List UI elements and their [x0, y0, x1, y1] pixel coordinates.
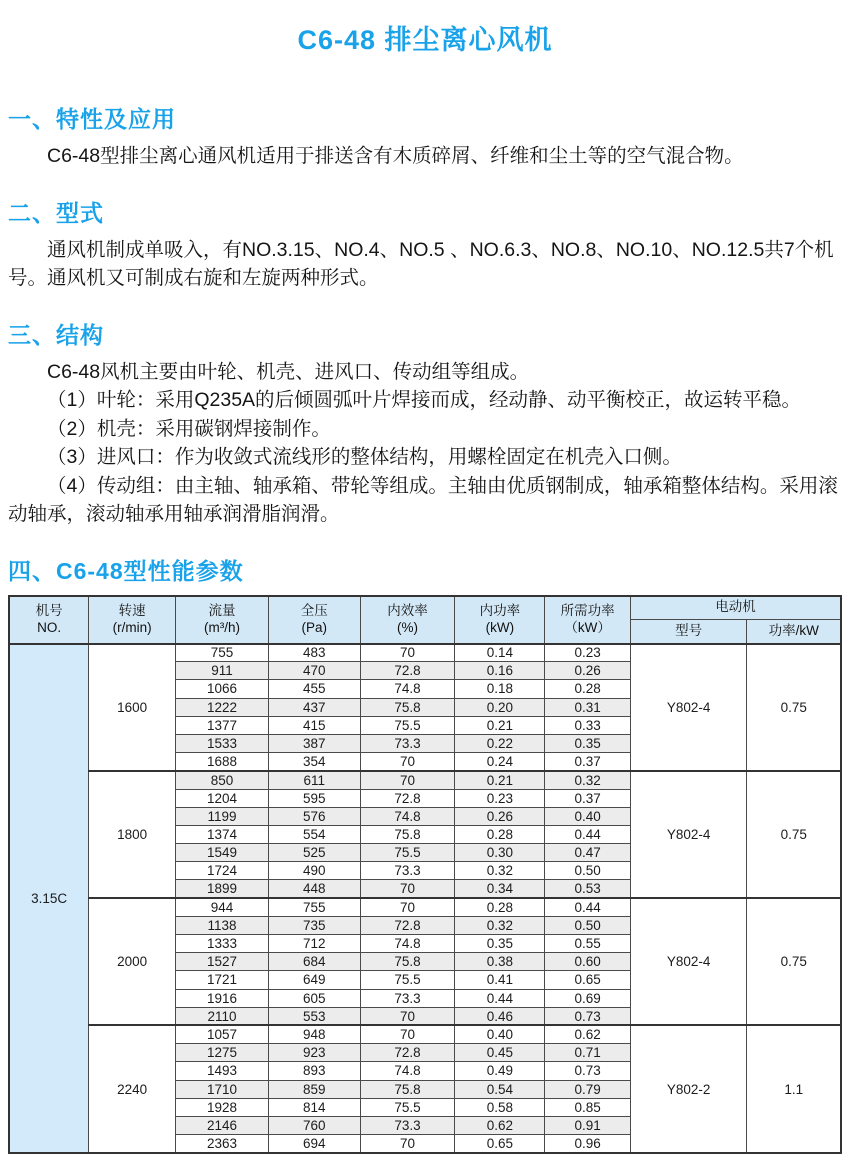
motor-model-cell: Y802-4: [630, 898, 746, 1025]
value-cell: 0.46: [455, 1007, 545, 1025]
value-cell: 735: [269, 916, 361, 934]
col-header-motor-group: 电动机: [630, 596, 841, 620]
table-row: [9, 644, 841, 662]
value-cell: 0.44: [455, 989, 545, 1007]
value-cell: 2146: [175, 1116, 268, 1134]
value-cell: 755: [175, 644, 268, 662]
value-cell: 1275: [175, 1044, 268, 1062]
structure-intro-paragraph: C6-48风机主要由叶轮、机壳、进风口、传动组等组成。: [47, 360, 530, 383]
value-cell: 684: [269, 953, 361, 971]
value-cell: 0.26: [545, 662, 631, 680]
value-cell: 72.8: [360, 1044, 455, 1062]
value-cell: 1527: [175, 953, 268, 971]
value-cell: 1916: [175, 989, 268, 1007]
value-cell: 0.34: [455, 880, 545, 898]
table-row: [9, 898, 841, 916]
value-cell: 0.28: [545, 680, 631, 698]
value-cell: 0.16: [455, 662, 545, 680]
value-cell: 755: [269, 898, 361, 916]
value-cell: 75.8: [360, 1080, 455, 1098]
value-cell: 72.8: [360, 662, 455, 680]
value-cell: 75.5: [360, 844, 455, 862]
value-cell: 73.3: [360, 862, 455, 880]
value-cell: 611: [269, 771, 361, 789]
value-cell: 483: [269, 644, 361, 662]
section-heading-type: 二、型式: [8, 199, 104, 226]
performance-table-wrap: [8, 595, 842, 1154]
value-cell: 1066: [175, 680, 268, 698]
motor-power-cell: 0.75: [747, 771, 841, 898]
value-cell: 0.18: [455, 680, 545, 698]
value-cell: 0.32: [545, 771, 631, 789]
value-cell: 525: [269, 844, 361, 862]
col-header-motor-power: 功率/kW: [747, 620, 841, 644]
value-cell: 2110: [175, 1007, 268, 1025]
value-cell: 0.50: [545, 862, 631, 880]
value-cell: 0.35: [455, 935, 545, 953]
value-cell: 605: [269, 989, 361, 1007]
value-cell: 1333: [175, 935, 268, 953]
performance-table: [8, 595, 842, 1154]
value-cell: 0.50: [545, 916, 631, 934]
value-cell: 70: [360, 1007, 455, 1025]
value-cell: 70: [360, 644, 455, 662]
page-title: C6-48 排尘离心风机: [297, 25, 553, 55]
motor-model-cell: Y802-2: [630, 1025, 746, 1152]
value-cell: 0.62: [545, 1025, 631, 1043]
value-cell: 595: [269, 789, 361, 807]
value-cell: 0.38: [455, 953, 545, 971]
value-cell: 437: [269, 698, 361, 716]
value-cell: 1374: [175, 825, 268, 843]
value-cell: 1138: [175, 916, 268, 934]
col-header-speed: 转速 (r/min): [89, 596, 176, 644]
value-cell: 490: [269, 862, 361, 880]
value-cell: 73.3: [360, 989, 455, 1007]
value-cell: 0.28: [455, 898, 545, 916]
value-cell: 1721: [175, 971, 268, 989]
value-cell: 1899: [175, 880, 268, 898]
value-cell: 0.96: [545, 1135, 631, 1153]
value-cell: 2363: [175, 1135, 268, 1153]
value-cell: 70: [360, 898, 455, 916]
value-cell: 1199: [175, 807, 268, 825]
value-cell: 0.91: [545, 1116, 631, 1134]
value-cell: 1377: [175, 716, 268, 734]
value-cell: 0.35: [545, 734, 631, 752]
value-cell: 1533: [175, 734, 268, 752]
value-cell: 74.8: [360, 1062, 455, 1080]
value-cell: 0.40: [545, 807, 631, 825]
value-cell: 0.55: [545, 935, 631, 953]
value-cell: 387: [269, 734, 361, 752]
value-cell: 1724: [175, 862, 268, 880]
motor-power-cell: 1.1: [747, 1025, 841, 1152]
value-cell: 649: [269, 971, 361, 989]
value-cell: 75.5: [360, 1098, 455, 1116]
col-header-model-no: 机号 NO.: [9, 596, 89, 644]
value-cell: 455: [269, 680, 361, 698]
value-cell: 0.24: [455, 753, 545, 771]
motor-power-cell: 0.75: [747, 898, 841, 1025]
value-cell: 0.21: [455, 771, 545, 789]
value-cell: 923: [269, 1044, 361, 1062]
value-cell: 70: [360, 880, 455, 898]
value-cell: 0.85: [545, 1098, 631, 1116]
value-cell: 0.44: [545, 898, 631, 916]
model-no-cell: 3.15C: [9, 644, 89, 1153]
value-cell: 1549: [175, 844, 268, 862]
value-cell: 0.37: [545, 789, 631, 807]
value-cell: 576: [269, 807, 361, 825]
value-cell: 712: [269, 935, 361, 953]
value-cell: 0.32: [455, 916, 545, 934]
value-cell: 74.8: [360, 807, 455, 825]
structure-item-casing: （2）机壳：采用碳钢焊接制作。: [47, 417, 331, 440]
value-cell: 70: [360, 1025, 455, 1043]
type-paragraph: 通风机制成单吸入，有NO.3.15、NO.4、NO.5 、NO.6.3、NO.8、NO.10、NO.12.5共7个机号。通风机又可制成右旋和左旋两种形式。: [8, 238, 834, 289]
value-cell: 0.62: [455, 1116, 545, 1134]
motor-power-cell: 0.75: [747, 644, 841, 771]
performance-table-header: [9, 596, 841, 644]
value-cell: 75.5: [360, 716, 455, 734]
value-cell: 893: [269, 1062, 361, 1080]
value-cell: 354: [269, 753, 361, 771]
value-cell: 0.23: [545, 644, 631, 662]
section-heading-features: 一、特性及应用: [8, 106, 176, 132]
value-cell: 73.3: [360, 1116, 455, 1134]
value-cell: 73.3: [360, 734, 455, 752]
structure-item-impeller: （1）叶轮：采用Q235A的后倾圆弧叶片焊接而成，经动静、动平衡校正，故运转平稳。: [47, 389, 802, 411]
value-cell: 0.54: [455, 1080, 545, 1098]
speed-cell: 2000: [89, 898, 176, 1025]
value-cell: 74.8: [360, 935, 455, 953]
value-cell: 944: [175, 898, 268, 916]
value-cell: 0.31: [545, 698, 631, 716]
value-cell: 0.73: [545, 1062, 631, 1080]
value-cell: 850: [175, 771, 268, 789]
value-cell: 0.20: [455, 698, 545, 716]
table-row: [9, 771, 841, 789]
value-cell: 0.58: [455, 1098, 545, 1116]
value-cell: 72.8: [360, 916, 455, 934]
value-cell: 0.14: [455, 644, 545, 662]
value-cell: 74.8: [360, 680, 455, 698]
speed-cell: 1800: [89, 771, 176, 898]
value-cell: 0.30: [455, 844, 545, 862]
value-cell: 70: [360, 1135, 455, 1153]
section-heading-structure: 三、结构: [8, 321, 104, 348]
value-cell: 0.41: [455, 971, 545, 989]
value-cell: 70: [360, 771, 455, 789]
value-cell: 75.8: [360, 825, 455, 843]
motor-model-cell: Y802-4: [630, 644, 746, 771]
value-cell: 1710: [175, 1080, 268, 1098]
performance-table-body: [9, 644, 841, 1153]
value-cell: 0.69: [545, 989, 631, 1007]
features-paragraph: C6-48型排尘离心通风机适用于排送含有木质碎屑、纤维和尘土等的空气混合物。: [47, 145, 744, 167]
value-cell: 911: [175, 662, 268, 680]
value-cell: 470: [269, 662, 361, 680]
value-cell: 1204: [175, 789, 268, 807]
value-cell: 0.32: [455, 862, 545, 880]
structure-item-inlet: （3）进风口：作为收敛式流线形的整体结构，用螺栓固定在机壳入口侧。: [47, 446, 682, 468]
value-cell: 0.37: [545, 753, 631, 771]
value-cell: 694: [269, 1135, 361, 1153]
value-cell: 859: [269, 1080, 361, 1098]
value-cell: 0.65: [545, 971, 631, 989]
value-cell: 0.28: [455, 825, 545, 843]
value-cell: 0.71: [545, 1044, 631, 1062]
value-cell: 0.21: [455, 716, 545, 734]
col-header-motor-model: 型号: [630, 620, 746, 644]
value-cell: 1928: [175, 1098, 268, 1116]
value-cell: 415: [269, 716, 361, 734]
value-cell: 0.23: [455, 789, 545, 807]
value-cell: 448: [269, 880, 361, 898]
col-header-pressure: 全压 (Pa): [269, 596, 361, 644]
value-cell: 70: [360, 753, 455, 771]
motor-model-cell: Y802-4: [630, 771, 746, 898]
value-cell: 0.33: [545, 716, 631, 734]
value-cell: 0.60: [545, 953, 631, 971]
value-cell: 75.8: [360, 953, 455, 971]
value-cell: 1222: [175, 698, 268, 716]
value-cell: 1057: [175, 1025, 268, 1043]
value-cell: 0.22: [455, 734, 545, 752]
structure-item-drive: （4）传动组：由主轴、轴承箱、带轮等组成。主轴由优质钢制成，轴承箱整体结构。采用滚动轴承，滚动轴承用轴承润滑脂润滑。: [8, 474, 838, 525]
section-heading-performance: 四、C6-48型性能参数: [8, 557, 244, 584]
value-cell: 760: [269, 1116, 361, 1134]
value-cell: 72.8: [360, 789, 455, 807]
value-cell: 0.26: [455, 807, 545, 825]
value-cell: 75.5: [360, 971, 455, 989]
col-header-efficiency: 内效率 (%): [360, 596, 455, 644]
value-cell: 554: [269, 825, 361, 843]
speed-cell: 1600: [89, 644, 176, 771]
value-cell: 553: [269, 1007, 361, 1025]
value-cell: 0.79: [545, 1080, 631, 1098]
value-cell: 0.53: [545, 880, 631, 898]
speed-cell: 2240: [89, 1025, 176, 1152]
col-header-internal-power: 内功率 (kW): [455, 596, 545, 644]
value-cell: 0.73: [545, 1007, 631, 1025]
value-cell: 948: [269, 1025, 361, 1043]
col-header-flow: 流量 (m³/h): [175, 596, 268, 644]
table-row: [9, 1025, 841, 1043]
value-cell: 0.40: [455, 1025, 545, 1043]
value-cell: 0.44: [545, 825, 631, 843]
value-cell: 0.45: [455, 1044, 545, 1062]
value-cell: 1493: [175, 1062, 268, 1080]
value-cell: 75.8: [360, 698, 455, 716]
value-cell: 1688: [175, 753, 268, 771]
value-cell: 0.49: [455, 1062, 545, 1080]
structure-paragraphs: [8, 358, 842, 529]
value-cell: 814: [269, 1098, 361, 1116]
value-cell: 0.65: [455, 1135, 545, 1153]
value-cell: 0.47: [545, 844, 631, 862]
col-header-required-power: 所需功率 （kW）: [545, 596, 631, 644]
